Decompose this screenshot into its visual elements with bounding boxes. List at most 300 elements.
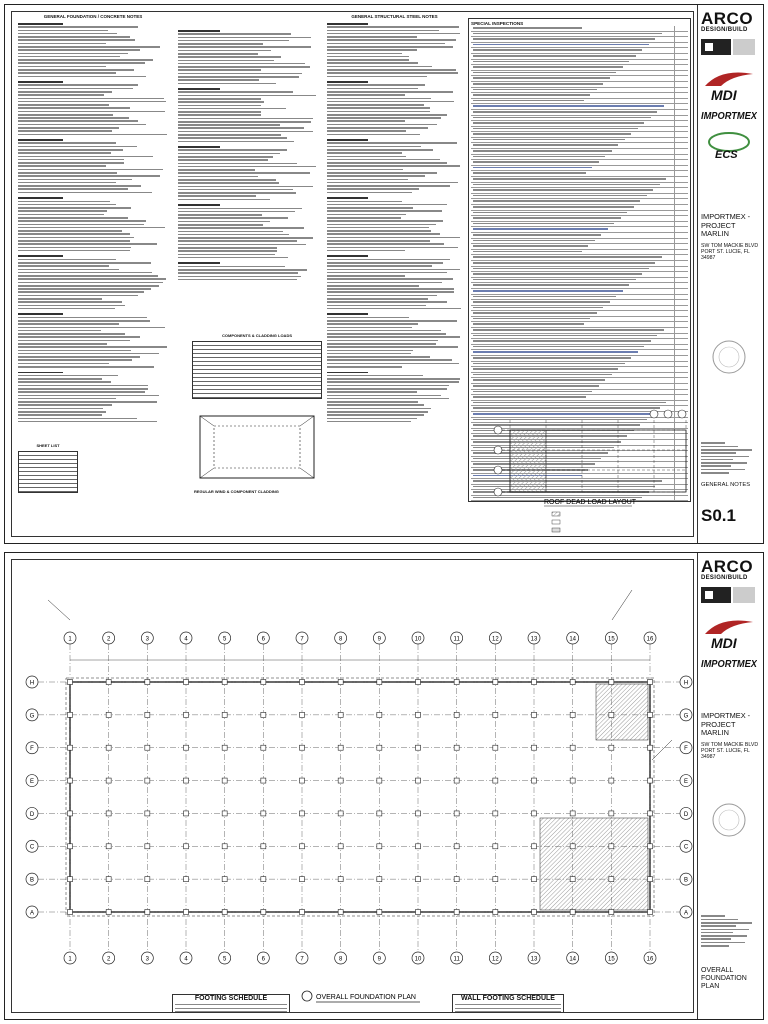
column-footing: [300, 680, 305, 685]
column-footing: [454, 680, 459, 685]
note-text-line: [18, 269, 119, 271]
note-text-line: [18, 134, 167, 136]
note-text-line: [327, 375, 423, 377]
company-logo-text: ARCO: [701, 557, 754, 576]
column-footing: [106, 712, 111, 717]
revision-line: [701, 938, 731, 940]
note-text-line: [18, 182, 116, 184]
column-footing: [570, 712, 575, 717]
note-text-line: [18, 327, 165, 329]
column-footing: [648, 778, 653, 783]
footing-schedule-title: FOOTING SCHEDULE: [194, 995, 268, 1002]
detail-marker-icon: [302, 991, 312, 1001]
column-footing: [377, 844, 382, 849]
note-text-line: [178, 60, 274, 62]
note-text-line: [18, 139, 63, 141]
note-text-line: [18, 363, 109, 365]
address-line: PORT ST. LUCIE, FL: [701, 747, 750, 754]
column-footing: [106, 877, 111, 882]
note-text-line: [327, 295, 437, 297]
note-text-line: [18, 243, 157, 245]
note-text-line: [18, 305, 125, 307]
column-footing: [416, 712, 421, 717]
note-text-line: [327, 169, 403, 171]
note-text-line: [18, 372, 63, 374]
column-footing: [106, 778, 111, 783]
grid-bubble-label: 12: [491, 956, 499, 963]
revision-line: [701, 932, 733, 934]
note-text-line: [178, 114, 261, 116]
note-text-line: [178, 127, 304, 129]
column-footing: [145, 811, 150, 816]
note-text-line: [178, 240, 297, 242]
grid-bubble-label: 6: [261, 636, 266, 643]
note-text-line: [18, 336, 140, 338]
note-text-line: [327, 391, 417, 393]
column-footing: [184, 745, 189, 750]
note-text-line: [18, 172, 117, 174]
grid-bubble-label: 7: [300, 636, 304, 643]
grid-bubble-label: 14: [569, 636, 577, 643]
note-text-line: [327, 262, 443, 264]
column-footing: [145, 877, 150, 882]
roof-dead-load-title: ROOF DEAD LOAD LAYOUT: [544, 499, 637, 506]
note-text-line: [178, 33, 291, 35]
column-footing: [145, 844, 150, 849]
address-line: SW TOM MACKIE BLVD: [701, 242, 759, 249]
note-text-line: [18, 207, 131, 209]
note-text-line: [178, 95, 316, 97]
note-text-line: [327, 240, 430, 242]
note-text-line: [18, 237, 134, 239]
column-footing: [338, 712, 343, 717]
note-text-line: [18, 46, 160, 48]
note-text-line: [18, 343, 107, 345]
column-footing: [454, 811, 459, 816]
engineer-seal-icon: [701, 800, 757, 840]
note-text-line: [178, 101, 264, 103]
revision-line: [701, 919, 738, 921]
note-text-line: [18, 353, 159, 355]
note-text-line: [18, 401, 157, 403]
note-text-line: [327, 98, 431, 100]
note-text-line: [327, 210, 442, 212]
note-text-line: [327, 134, 420, 136]
regular-wind-title: REGULAR WIND & COMPONENT CLADDING: [194, 489, 279, 494]
note-text-line: [18, 124, 146, 126]
note-text-line: [178, 186, 313, 188]
column-footing: [532, 680, 537, 685]
note-text-line: [18, 72, 116, 74]
note-text-line: [178, 195, 256, 197]
note-text-line: [18, 408, 103, 410]
column-footing: [222, 877, 227, 882]
column-footing: [145, 680, 150, 685]
project-name: [701, 213, 760, 239]
column-footing: [300, 712, 305, 717]
callout-leader: [48, 600, 70, 620]
note-text-line: [327, 320, 457, 322]
components-table: [192, 341, 322, 399]
grid-bubble: [494, 488, 502, 496]
project-name: [701, 712, 760, 738]
note-text-line: [178, 137, 287, 139]
grid-bubble-label: 3: [145, 636, 150, 643]
footing-schedule-rows: [173, 1002, 289, 1013]
grid-bubble-label: D: [683, 811, 689, 818]
column-footing: [609, 910, 614, 915]
note-text-line: [18, 421, 157, 423]
column-footing: [184, 910, 189, 915]
title-block: [697, 553, 763, 1019]
note-text-line: [18, 414, 102, 416]
note-text-line: [327, 204, 447, 206]
column-footing: [493, 910, 498, 915]
column-footing: [184, 844, 189, 849]
revision-line: [701, 915, 725, 917]
note-text-line: [327, 111, 430, 113]
revision-line: [701, 465, 731, 467]
column-footing: [609, 778, 614, 783]
address-line: PORT ST. LUCIE, FL: [701, 248, 750, 255]
column-footing: [377, 778, 382, 783]
grid-bubble-label: 16: [646, 636, 654, 643]
note-text-line: [327, 378, 460, 380]
column-footing: [493, 844, 498, 849]
column-footing: [609, 844, 614, 849]
note-text-line: [18, 107, 130, 109]
note-text-line: [18, 185, 141, 187]
column-footing: [68, 778, 73, 783]
note-text-line: [327, 385, 449, 387]
column-footing: [454, 745, 459, 750]
note-text-line: [327, 269, 460, 271]
note-text-line: [178, 224, 263, 226]
note-text-line: [18, 94, 104, 96]
note-text-line: [327, 53, 402, 55]
note-text-line: [327, 185, 450, 187]
callout-leader: [612, 590, 632, 620]
column-footing: [338, 877, 343, 882]
sheet-list-table: [18, 451, 78, 493]
grid-bubble: [494, 446, 502, 454]
note-text-line: [327, 308, 461, 310]
note-text-line: [327, 146, 421, 148]
column-footing: [338, 811, 343, 816]
note-text-line: [18, 288, 151, 290]
project-line: IMPORTMEX -: [701, 212, 751, 221]
grid-bubble-label: A: [683, 910, 689, 917]
column-footing: [261, 778, 266, 783]
note-text-line: [327, 81, 368, 83]
note-text-line: [18, 340, 130, 342]
note-text-line: [327, 179, 408, 181]
note-text-line: [18, 69, 134, 71]
note-text-line: [18, 114, 113, 116]
note-text-line: [18, 255, 63, 257]
note-text-line: [178, 124, 280, 126]
note-text-line: [327, 359, 452, 361]
column-footing: [416, 745, 421, 750]
note-text-line: [327, 247, 458, 249]
note-text-line: [18, 188, 128, 190]
note-text-line: [327, 395, 441, 397]
column-footing: [377, 712, 382, 717]
revision-line: [701, 935, 747, 937]
slab-depression-zone: [596, 684, 648, 740]
note-text-line: [18, 291, 144, 293]
note-text-line: [18, 62, 145, 64]
column-footing: [261, 680, 266, 685]
note-text-line: [178, 121, 311, 123]
note-text-line: [178, 217, 288, 219]
note-text-line: [178, 266, 285, 268]
note-text-line: [18, 217, 128, 219]
design-build-logo-icon: [701, 585, 755, 605]
column-footing: [145, 778, 150, 783]
note-text-line: [178, 56, 281, 58]
note-text-line: [18, 66, 106, 68]
grid-bubble-label: E: [29, 778, 35, 785]
note-text-line: [327, 401, 418, 403]
grid-bubble-label: H: [29, 680, 35, 687]
revision-line: [701, 469, 745, 471]
grid-bubble-label: 16: [646, 956, 654, 963]
grid-bubble-label: 11: [453, 956, 460, 963]
grid-bubble-label: G: [29, 713, 35, 720]
column-footing: [68, 877, 73, 882]
column-footing: [68, 811, 73, 816]
column-footing: [570, 877, 575, 882]
revision-line: [701, 945, 729, 947]
grid-bubble-label: A: [29, 910, 35, 917]
note-text-line: [327, 94, 405, 96]
column-footing: [570, 844, 575, 849]
sheet-general-notes: [4, 4, 764, 544]
note-text-line: [327, 366, 402, 368]
note-text-line: [178, 50, 271, 52]
revision-line: [701, 446, 738, 448]
note-text-line: [18, 220, 146, 222]
notes-text-block: [178, 30, 318, 280]
importmex-logo-icon: [701, 655, 757, 671]
mdi-logo-text: MDI: [711, 635, 737, 650]
revision-line: [701, 459, 733, 461]
note-text-line: [18, 333, 125, 335]
grid-bubble-label: 2: [106, 956, 111, 963]
note-text-line: [327, 330, 441, 332]
column-footing: [609, 712, 614, 717]
note-text-line: [327, 114, 447, 116]
note-text-line: [327, 43, 445, 45]
note-text-line: [178, 46, 311, 48]
column-footing: [454, 844, 459, 849]
note-text-line: [327, 333, 446, 335]
note-text-line: [327, 275, 405, 277]
column-footing: [184, 712, 189, 717]
note-text-line: [327, 340, 438, 342]
note-text-line: [327, 356, 430, 358]
revision-line: [701, 929, 749, 931]
note-text-line: [18, 250, 130, 252]
note-text-line: [178, 269, 307, 271]
column-footing: [570, 910, 575, 915]
column-footing: [454, 712, 459, 717]
column-footing: [609, 877, 614, 882]
footing-schedule: [172, 994, 290, 1013]
note-text-line: [178, 30, 220, 32]
note-text-line: [18, 301, 122, 303]
column-footing: [145, 712, 150, 717]
column-footing: [416, 680, 421, 685]
note-text-line: [327, 33, 460, 35]
note-text-line: [18, 346, 167, 348]
note-text-line: [18, 378, 102, 380]
note-text-line: [327, 72, 458, 74]
note-text-line: [327, 26, 459, 28]
column-footing: [570, 778, 575, 783]
note-text-line: [327, 305, 426, 307]
note-text-line: [178, 189, 293, 191]
column-footing: [493, 778, 498, 783]
components-title: COMPONENTS & CLADDING LOADS: [222, 333, 292, 338]
note-text-line: [178, 40, 289, 42]
note-text-line: [327, 327, 412, 329]
note-text-line: [178, 262, 220, 264]
note-text-line: [178, 131, 313, 133]
note-text-line: [327, 162, 447, 164]
sheet-list-title: SHEET LIST: [36, 443, 60, 448]
column-footing: [377, 877, 382, 882]
note-text-line: [178, 250, 277, 252]
note-text-line: [18, 210, 107, 212]
note-text-line: [327, 350, 413, 352]
grid-bubble-label: 10: [414, 636, 422, 643]
note-text-line: [178, 111, 261, 113]
column-footing: [416, 844, 421, 849]
note-text-line: [327, 288, 454, 290]
note-text-line: [18, 265, 109, 267]
grid-bubble-label: 8: [338, 636, 343, 643]
column-footing: [68, 910, 73, 915]
note-text-line: [178, 69, 261, 71]
column-footing: [338, 680, 343, 685]
column-footing: [300, 844, 305, 849]
note-text-line: [178, 179, 276, 181]
note-text-line: [327, 66, 432, 68]
schedule-row: [455, 1012, 561, 1013]
note-text-line: [327, 120, 405, 122]
note-text-line: [178, 211, 295, 213]
note-text-line: [18, 411, 106, 413]
sheet-list: [18, 440, 78, 496]
column-footing: [68, 844, 73, 849]
note-text-line: [18, 111, 165, 113]
grid-bubble: [494, 466, 502, 474]
grid-bubble-label: 14: [569, 956, 577, 963]
grid-bubble-label: 6: [261, 956, 266, 963]
grid-bubble-label: F: [684, 746, 688, 753]
column-footing: [300, 910, 305, 915]
column-footing: [68, 680, 73, 685]
note-text-line: [327, 381, 459, 383]
column-footing: [222, 910, 227, 915]
note-text-line: [178, 272, 298, 274]
revision-lines: [701, 442, 760, 473]
note-text-line: [18, 295, 138, 297]
column-footing: [493, 877, 498, 882]
column-footing: [300, 877, 305, 882]
note-text-line: [18, 204, 116, 206]
note-text-line: [178, 199, 270, 201]
note-text-line: [327, 265, 432, 267]
wind-zone-diagram: [192, 410, 322, 490]
note-text-line: [18, 156, 153, 158]
column-footing: [416, 877, 421, 882]
note-text-line: [178, 234, 289, 236]
sheet-name-line: OVERALL: [701, 966, 734, 974]
note-text-line: [178, 118, 313, 120]
note-text-line: [327, 62, 418, 64]
column-footing: [648, 877, 653, 882]
revision-line: [701, 456, 749, 458]
note-text-line: [327, 101, 454, 103]
note-text-line: [18, 104, 109, 106]
column-footing: [222, 811, 227, 816]
project-line: PROJECT: [701, 220, 736, 230]
note-text-line: [18, 23, 63, 25]
note-text-line: [327, 49, 417, 51]
note-text-line: [327, 285, 419, 287]
note-text-line: [18, 130, 112, 132]
note-text-line: [18, 308, 115, 310]
grid-bubble-label: B: [683, 877, 689, 884]
note-text-line: [178, 146, 220, 148]
column-footing: [609, 680, 614, 685]
column-footing: [261, 712, 266, 717]
column-footing: [377, 745, 382, 750]
column-footing: [261, 877, 266, 882]
note-text-line: [327, 139, 368, 141]
note-text-line: [18, 149, 123, 151]
note-text-line: [178, 221, 270, 223]
note-text-line: [18, 214, 104, 216]
note-text-line: [327, 91, 453, 93]
column-footing: [532, 778, 537, 783]
column-footing: [648, 844, 653, 849]
roof-dead-load-layout: [472, 406, 694, 537]
note-text-line: [18, 146, 137, 148]
column-footing: [338, 778, 343, 783]
note-text-line: [327, 117, 441, 119]
note-text-line: [18, 230, 122, 232]
revision-line: [701, 452, 736, 454]
note-text-line: [178, 53, 258, 55]
note-text-line: [18, 404, 112, 406]
note-text-line: [18, 227, 165, 229]
grid-bubble: [678, 410, 686, 418]
engineer-seal-icon: [701, 337, 757, 377]
note-text-line: [178, 88, 220, 90]
note-text-line: [327, 237, 460, 239]
note-text-line: [18, 262, 151, 264]
table-row: [19, 488, 77, 492]
note-text-line: [327, 197, 368, 199]
column-footing: [377, 910, 382, 915]
note-text-line: [327, 76, 427, 78]
note-text-line: [18, 317, 147, 319]
column-footing: [106, 844, 111, 849]
